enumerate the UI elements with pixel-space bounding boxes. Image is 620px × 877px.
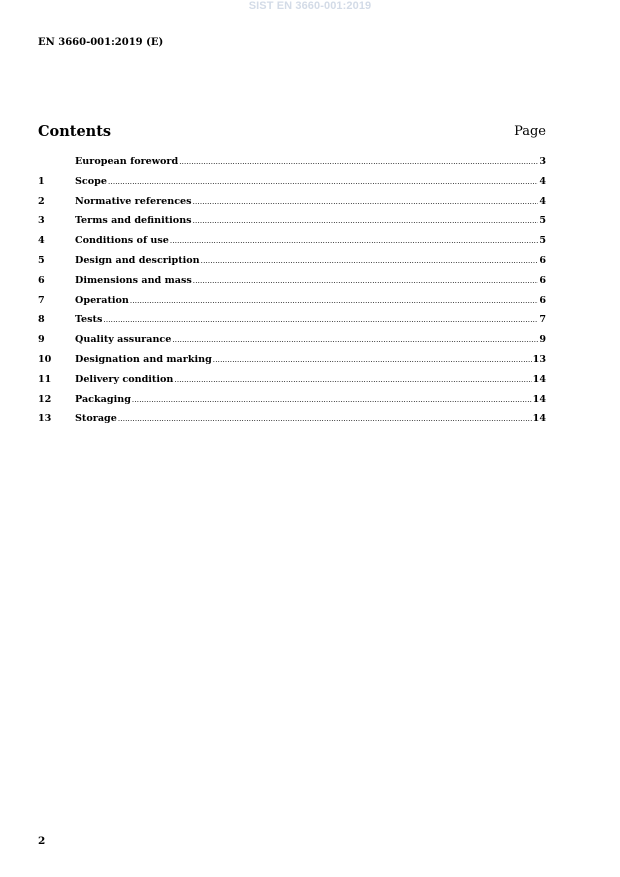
toc-entry-title[interactable]: Conditions of use [75,235,169,247]
toc-dot-leader [193,277,539,285]
toc-dot-leader [170,237,538,245]
toc-dot-leader [132,396,532,404]
toc-dot-leader [118,415,532,423]
toc-entry-number: 2 [38,195,45,207]
toc-entry[interactable] [38,354,546,374]
toc-entry-page[interactable]: 4 [539,195,546,207]
toc-entry[interactable] [38,413,546,433]
toc-entry[interactable] [38,156,546,176]
toc-dot-leader [174,376,531,384]
document-id: EN 3660-001:2019 (E) [38,37,164,48]
page-column-header: Page [514,124,546,139]
toc-entry-page[interactable]: 14 [532,373,546,385]
toc-entry[interactable] [38,255,546,275]
toc-entry-page[interactable]: 14 [532,393,546,405]
toc-entry-title[interactable]: Design and description [75,254,200,266]
toc-entry-number: 13 [38,413,52,425]
toc-dot-leader [108,178,538,186]
toc-entry[interactable] [38,176,546,196]
toc-entry[interactable] [38,196,546,216]
toc-dot-leader [201,257,539,265]
toc-entry-title[interactable]: Normative references [75,195,192,207]
toc-entry-title[interactable]: Packaging [75,393,131,405]
toc-entry-page[interactable]: 7 [539,314,546,326]
watermark: SIST EN 3660-001:2019 [248,0,372,12]
toc-entry[interactable] [38,275,546,295]
toc-entry-title[interactable]: European foreword [75,156,179,167]
toc-entry-title[interactable]: Terms and definitions [75,215,192,227]
table-of-contents [38,156,546,433]
toc-entry-number: 6 [38,274,45,286]
toc-entry-page[interactable]: 6 [539,274,546,286]
toc-entry-title[interactable]: Operation [75,294,129,306]
toc-entry-number: 10 [38,353,52,365]
toc-dot-leader [193,217,539,225]
toc-entry-number: 3 [38,215,45,227]
toc-entry[interactable] [38,215,546,235]
toc-entry-page[interactable]: 4 [539,175,546,187]
toc-entry-number: 4 [38,235,45,247]
toc-entry-page[interactable]: 13 [532,353,546,365]
toc-entry-title[interactable]: Delivery condition [75,373,174,385]
toc-entry-number: 8 [38,314,45,326]
toc-entry-title[interactable]: Designation and marking [75,353,212,365]
page-number: 2 [38,835,46,847]
toc-entry-title[interactable]: Quality assurance [75,334,172,346]
toc-entry[interactable] [38,394,546,414]
toc-dot-leader [103,316,538,324]
toc-entry-number: 12 [38,393,52,405]
toc-entry-page[interactable]: 6 [539,294,546,306]
contents-title: Contents [38,123,112,140]
toc-entry-page[interactable]: 14 [532,413,546,425]
toc-entry[interactable] [38,374,546,394]
toc-entry-page[interactable]: 6 [539,254,546,266]
toc-entry[interactable] [38,334,546,354]
toc-dot-leader [172,336,538,344]
toc-entry-number: 5 [38,254,45,266]
toc-entry-title[interactable]: Scope [75,175,107,187]
toc-entry-number: 1 [38,175,45,187]
toc-entry-page[interactable]: 5 [539,235,546,247]
toc-entry-page[interactable]: 5 [539,215,546,227]
toc-entry-number: 9 [38,334,45,346]
toc-entry-title[interactable]: Dimensions and mass [75,274,192,286]
toc-dot-leader [179,158,538,166]
toc-entry-number: 11 [38,373,52,385]
toc-dot-leader [213,356,532,364]
toc-entry-page[interactable]: 9 [539,334,546,346]
toc-entry[interactable] [38,235,546,255]
toc-entry[interactable] [38,295,546,315]
toc-dot-leader [130,297,538,305]
toc-entry-number: 7 [38,294,45,306]
toc-dot-leader [193,198,539,206]
toc-entry-page[interactable]: 3 [539,156,546,167]
toc-entry-title[interactable]: Storage [75,413,117,425]
toc-entry[interactable] [38,314,546,334]
toc-entry-title[interactable]: Tests [75,314,103,326]
